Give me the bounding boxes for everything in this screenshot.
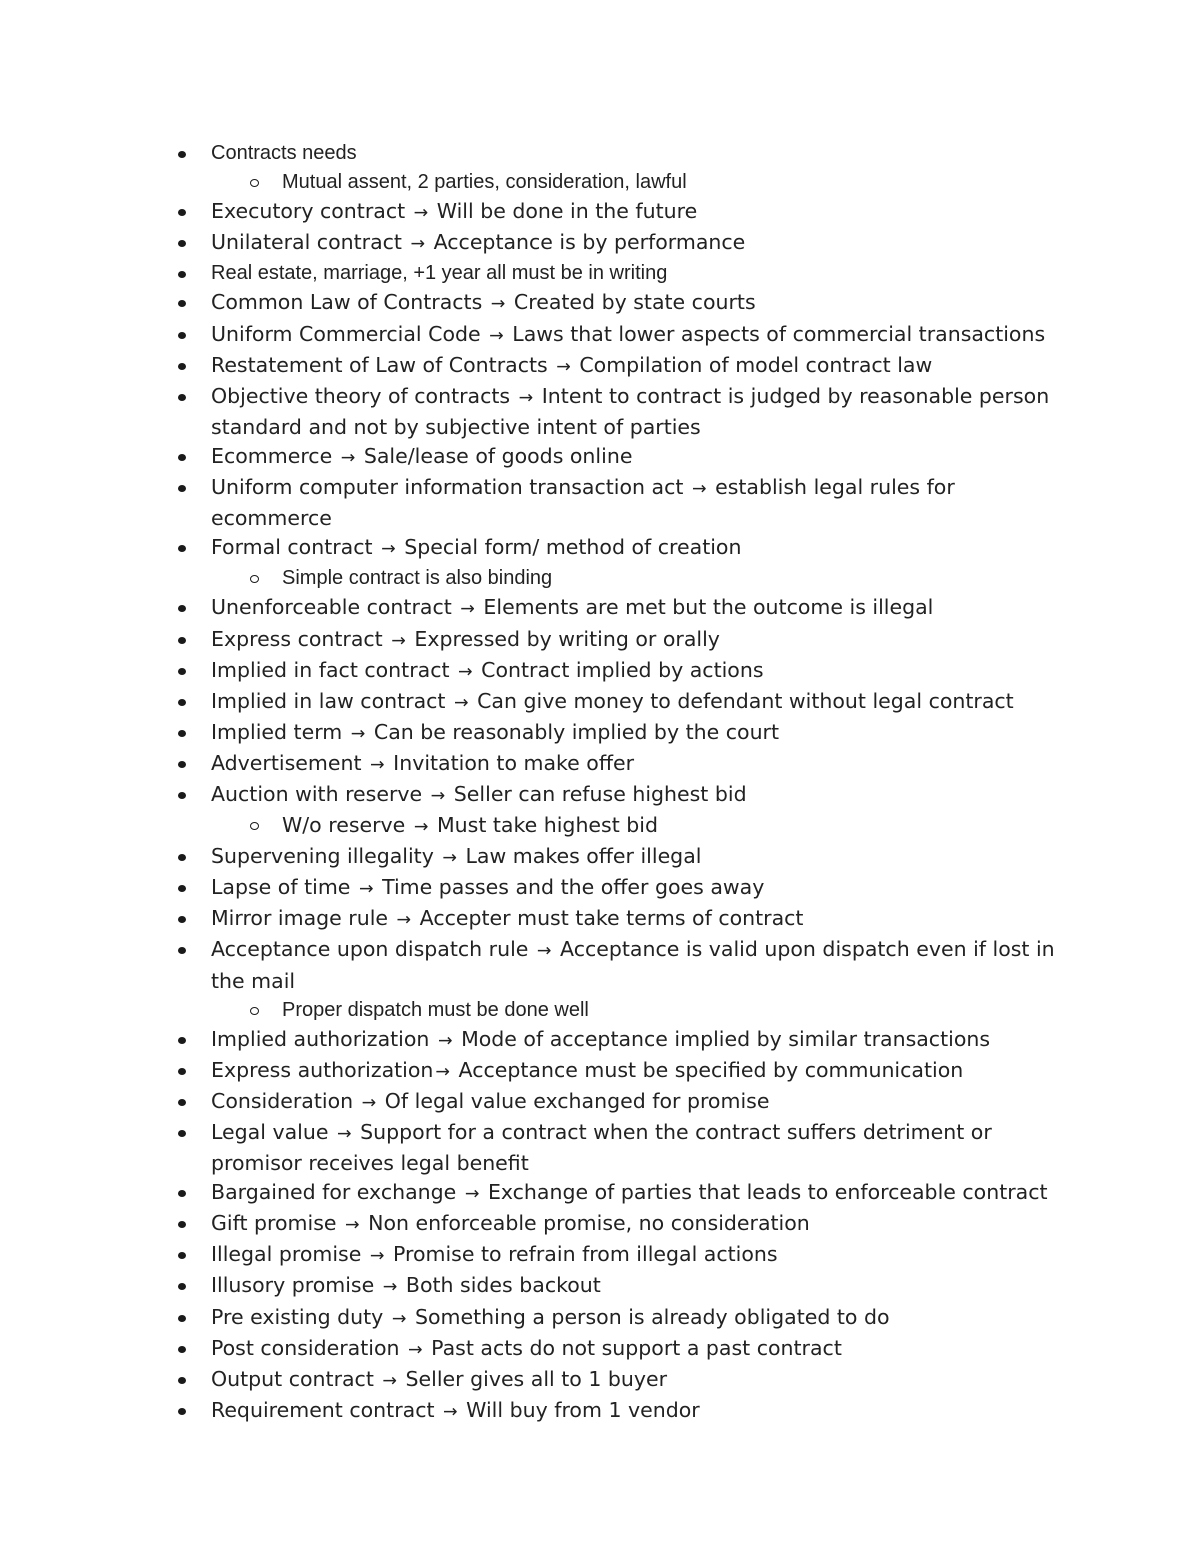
- bullet-item: [0, 197, 1071, 228]
- note-term: Executory contract: [211, 199, 406, 224]
- arrow-icon: →: [413, 817, 429, 838]
- arrow-icon: →: [691, 479, 707, 500]
- arrow-icon: →: [410, 234, 426, 255]
- note-definition: Mode of acceptance implied by similar transactions: [461, 1026, 991, 1051]
- note-term: Auction with reserve: [211, 781, 423, 806]
- note-term: Illegal promise: [211, 1242, 362, 1267]
- note-text: Real estate, marriage, +1 year all must be in writing: [211, 262, 668, 285]
- arrow-icon: →: [391, 1308, 407, 1329]
- arrow-icon: →: [382, 1370, 397, 1391]
- note-term: Unenforceable contract: [211, 595, 452, 620]
- arrow-icon: →: [413, 203, 429, 224]
- note-term: Supervening illegality: [211, 844, 434, 869]
- bullet-item: [0, 382, 1071, 442]
- bullet-item: [0, 873, 1071, 904]
- bullet-item: [0, 842, 1071, 873]
- bullet-item: [0, 1271, 1071, 1302]
- note-definition: Something a person is already obligated to do: [414, 1304, 890, 1329]
- arrow-icon: →: [382, 1277, 398, 1298]
- arrow-icon: →: [458, 661, 473, 682]
- note-term: Formal contract: [211, 535, 373, 560]
- note-definition: Non enforceable promise, no consideration: [368, 1211, 810, 1236]
- note-term: Consideration: [211, 1088, 354, 1113]
- arrow-icon: →: [464, 1184, 480, 1205]
- bullet-item: [0, 1396, 1071, 1427]
- note-definition: Of legal value exchanged for promise: [384, 1088, 770, 1113]
- bullet-item: [0, 1087, 1071, 1118]
- bullet-item: [0, 533, 1071, 564]
- note-definition: Created by state courts: [513, 290, 756, 315]
- sub-bullet-item: [0, 996, 1082, 1025]
- bullet-item: [0, 904, 1071, 935]
- bullet-item: [0, 1240, 1071, 1271]
- arrow-icon: →: [340, 447, 356, 468]
- note-definition: Promise to refrain from illegal actions: [392, 1242, 778, 1267]
- bullet-item: [0, 1025, 1071, 1056]
- note-term: Objective theory of contracts: [211, 383, 511, 408]
- bullet-item: [0, 288, 1071, 319]
- note-term: Legal value: [211, 1120, 329, 1144]
- bullet-item: [0, 473, 1071, 533]
- note-text: Mutual assent, 2 parties, consideration, lawful: [282, 171, 687, 194]
- note-definition: Seller gives all to 1 buyer: [405, 1366, 668, 1391]
- arrow-icon: →: [437, 1030, 453, 1051]
- sub-bullet-item: [0, 564, 1082, 593]
- note-definition: Can be reasonably implied by the court: [373, 719, 780, 744]
- arrow-icon: →: [453, 692, 469, 713]
- sub-bullet-item: [0, 811, 1082, 842]
- arrow-icon: →: [370, 754, 385, 775]
- bullet-item: [0, 1056, 1071, 1087]
- note-definition: Both sides backout: [405, 1273, 601, 1298]
- note-definition: Must take highest bid: [436, 813, 658, 838]
- document-page: [0, 139, 1200, 1427]
- note-definition: Acceptance is valid upon dispatch even if lost in the mail: [211, 937, 1055, 993]
- bullet-item: [0, 780, 1071, 811]
- bullet-item: [0, 1303, 1071, 1334]
- note-definition: Can give money to defendant without legal contract: [477, 688, 1014, 713]
- note-term: Implied authorization: [211, 1026, 430, 1051]
- note-definition: Compilation of model contract law: [579, 352, 933, 377]
- note-term: Output contract: [211, 1366, 374, 1391]
- bullet-item: [0, 259, 1071, 288]
- arrow-icon: →: [396, 910, 412, 931]
- arrow-icon: →: [489, 325, 504, 346]
- note-term: Ecommerce: [211, 443, 333, 468]
- note-term: Express authorization: [211, 1057, 434, 1082]
- bullet-item: [0, 1209, 1071, 1240]
- bullet-item: [0, 139, 1071, 168]
- note-definition: Contract implied by actions: [481, 657, 764, 682]
- note-term: Bargained for exchange: [211, 1180, 457, 1205]
- note-definition: Laws that lower aspects of commercial transactions: [512, 321, 1046, 346]
- note-definition: Special form/ method of creation: [404, 535, 742, 560]
- arrow-icon: →: [369, 1246, 385, 1267]
- note-text: Simple contract is also binding: [282, 567, 553, 590]
- note-term: W/o reserve: [282, 813, 406, 838]
- note-definition: Support for a contract when the contract suffers detriment or promisor receives legal benefit: [211, 1120, 992, 1176]
- notes-list: [0, 139, 1200, 1427]
- note-definition: Exchange of parties that leads to enforceable contract: [487, 1180, 1048, 1205]
- bullet-item: [0, 1365, 1071, 1396]
- note-term: Implied in law contract: [211, 688, 446, 713]
- note-term: Common Law of Contracts: [211, 290, 483, 315]
- note-definition: Accepter must take terms of contract: [419, 906, 804, 931]
- note-term: Post consideration: [211, 1335, 400, 1360]
- bullet-item: [0, 718, 1071, 749]
- arrow-icon: →: [358, 879, 374, 900]
- note-definition: Seller can refuse highest bid: [453, 781, 747, 806]
- arrow-icon: →: [391, 630, 406, 651]
- arrow-icon: →: [518, 387, 534, 408]
- note-term: Mirror image rule: [211, 906, 389, 931]
- note-term: Requirement contract: [211, 1397, 435, 1422]
- bullet-item: [0, 593, 1071, 624]
- arrow-icon: →: [361, 1092, 377, 1113]
- note-term: Restatement of Law of Contracts: [211, 352, 548, 377]
- note-text: Proper dispatch must be done well: [282, 998, 589, 1021]
- arrow-icon: →: [556, 356, 571, 377]
- arrow-icon: →: [408, 1339, 423, 1360]
- bullet-item: [0, 687, 1071, 718]
- note-definition: establish legal rules for ecommerce: [211, 475, 955, 531]
- arrow-icon: →: [490, 294, 506, 315]
- note-term: Implied term: [211, 719, 343, 744]
- note-definition: Law makes offer illegal: [465, 844, 702, 869]
- arrow-icon: →: [536, 941, 552, 962]
- note-term: Gift promise: [211, 1211, 337, 1236]
- note-term: Acceptance upon dispatch rule: [211, 937, 529, 962]
- note-definition: Sale/lease of goods online: [363, 443, 633, 468]
- arrow-icon: →: [381, 539, 396, 560]
- bullet-item: [0, 228, 1071, 259]
- note-term: Unilateral contract: [211, 230, 402, 255]
- bullet-item: [0, 625, 1071, 656]
- note-term: Pre existing duty: [211, 1304, 384, 1329]
- note-definition: Past acts do not support a past contract: [431, 1335, 842, 1360]
- bullet-item: [0, 442, 1071, 473]
- bullet-item: [0, 1334, 1071, 1365]
- bullet-item: [0, 351, 1071, 382]
- note-definition: Acceptance is by performance: [433, 230, 746, 255]
- note-definition: Expressed by writing or orally: [414, 626, 720, 651]
- note-text: Contracts needs: [211, 142, 357, 164]
- bullet-item: [0, 656, 1071, 687]
- note-definition: Will buy from 1 vendor: [466, 1397, 700, 1422]
- bullet-item: [0, 1178, 1071, 1209]
- arrow-icon: →: [337, 1124, 352, 1144]
- note-definition: Will be done in the future: [436, 199, 698, 224]
- note-term: Lapse of time: [211, 875, 351, 900]
- note-definition: Intent to contract is judged by reasonable person standard and not by subjective intent of parties: [211, 383, 1050, 439]
- arrow-icon: →: [435, 1061, 451, 1082]
- note-definition: Acceptance must be specified by communication: [458, 1057, 964, 1082]
- note-definition: Elements are met but the outcome is illegal: [483, 595, 934, 620]
- arrow-icon: →: [460, 599, 475, 620]
- note-definition: Time passes and the offer goes away: [382, 875, 765, 900]
- note-term: Implied in fact contract: [211, 657, 450, 682]
- arrow-icon: →: [345, 1215, 360, 1236]
- arrow-icon: →: [442, 848, 457, 869]
- note-term: Uniform Commercial Code: [211, 321, 481, 346]
- note-term: Illusory promise: [211, 1273, 375, 1298]
- note-definition: Invitation to make offer: [393, 750, 635, 775]
- bullet-item: [0, 935, 1071, 995]
- arrow-icon: →: [430, 785, 446, 806]
- note-term: Advertisement: [211, 750, 362, 775]
- arrow-icon: →: [350, 723, 366, 744]
- bullet-item: [0, 1118, 1071, 1178]
- bullet-item: [0, 320, 1071, 351]
- arrow-icon: →: [443, 1401, 458, 1422]
- note-term: Uniform computer information transaction act: [211, 475, 684, 500]
- sub-bullet-item: [0, 168, 1082, 197]
- note-term: Express contract: [211, 626, 383, 651]
- bullet-item: [0, 749, 1071, 780]
